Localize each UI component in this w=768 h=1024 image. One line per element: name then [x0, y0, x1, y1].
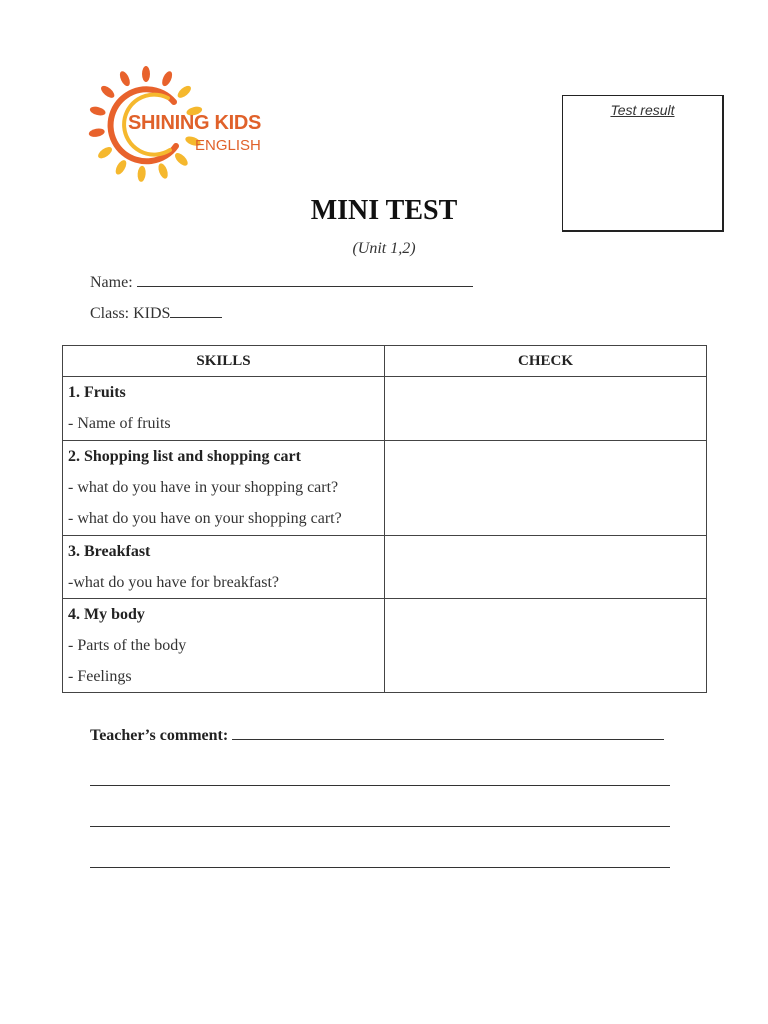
skills-table	[62, 345, 707, 693]
skill-cell	[63, 441, 385, 536]
skill-item: - Name of fruits	[68, 415, 171, 432]
logo-brand-subtitle: ENGLISH	[195, 137, 261, 154]
check-cell[interactable]	[385, 599, 707, 693]
skill-item: - what do you have on your shopping cart?	[68, 510, 342, 527]
table-row	[63, 441, 707, 536]
name-label: Name:	[90, 274, 133, 291]
teacher-comment-label: Teacher’s comment:	[90, 727, 229, 744]
skill-heading: 1. Fruits	[68, 384, 126, 401]
test-result-label: Test result	[610, 102, 675, 118]
table-header-row	[63, 346, 707, 377]
name-field	[90, 274, 473, 292]
logo-brand-name: SHINING KIDS	[128, 112, 262, 134]
class-blank-line[interactable]	[170, 316, 222, 318]
skill-cell	[63, 377, 385, 441]
table-row	[63, 377, 707, 441]
skill-heading: 3. Breakfast	[68, 543, 151, 560]
skill-item: - Feelings	[68, 668, 132, 685]
comment-line-3[interactable]	[90, 826, 670, 827]
skill-cell	[63, 536, 385, 599]
name-blank-line[interactable]	[137, 285, 473, 287]
comment-line-4[interactable]	[90, 867, 670, 868]
page-subtitle: (Unit 1,2)	[352, 240, 416, 257]
check-cell[interactable]	[385, 441, 707, 536]
table-row	[63, 599, 707, 693]
skill-item: - what do you have in your shopping cart?	[68, 479, 339, 496]
skill-cell	[63, 599, 385, 693]
column-header-skills: SKILLS	[63, 346, 385, 377]
table-row	[63, 536, 707, 599]
column-header-check: CHECK	[385, 346, 707, 377]
check-cell[interactable]	[385, 377, 707, 441]
page-title: MINI TEST	[310, 195, 458, 226]
class-field	[90, 305, 222, 323]
skill-heading: 4. My body	[68, 606, 145, 623]
comment-line-2[interactable]	[90, 785, 670, 786]
skill-item: -what do you have for breakfast?	[68, 574, 280, 591]
check-cell[interactable]	[385, 536, 707, 599]
comment-line-1[interactable]	[232, 738, 664, 740]
skill-item: - Parts of the body	[68, 637, 187, 654]
teacher-comment	[90, 727, 664, 745]
class-label: Class: KIDS	[90, 305, 171, 322]
skill-heading: 2. Shopping list and shopping cart	[68, 448, 301, 465]
